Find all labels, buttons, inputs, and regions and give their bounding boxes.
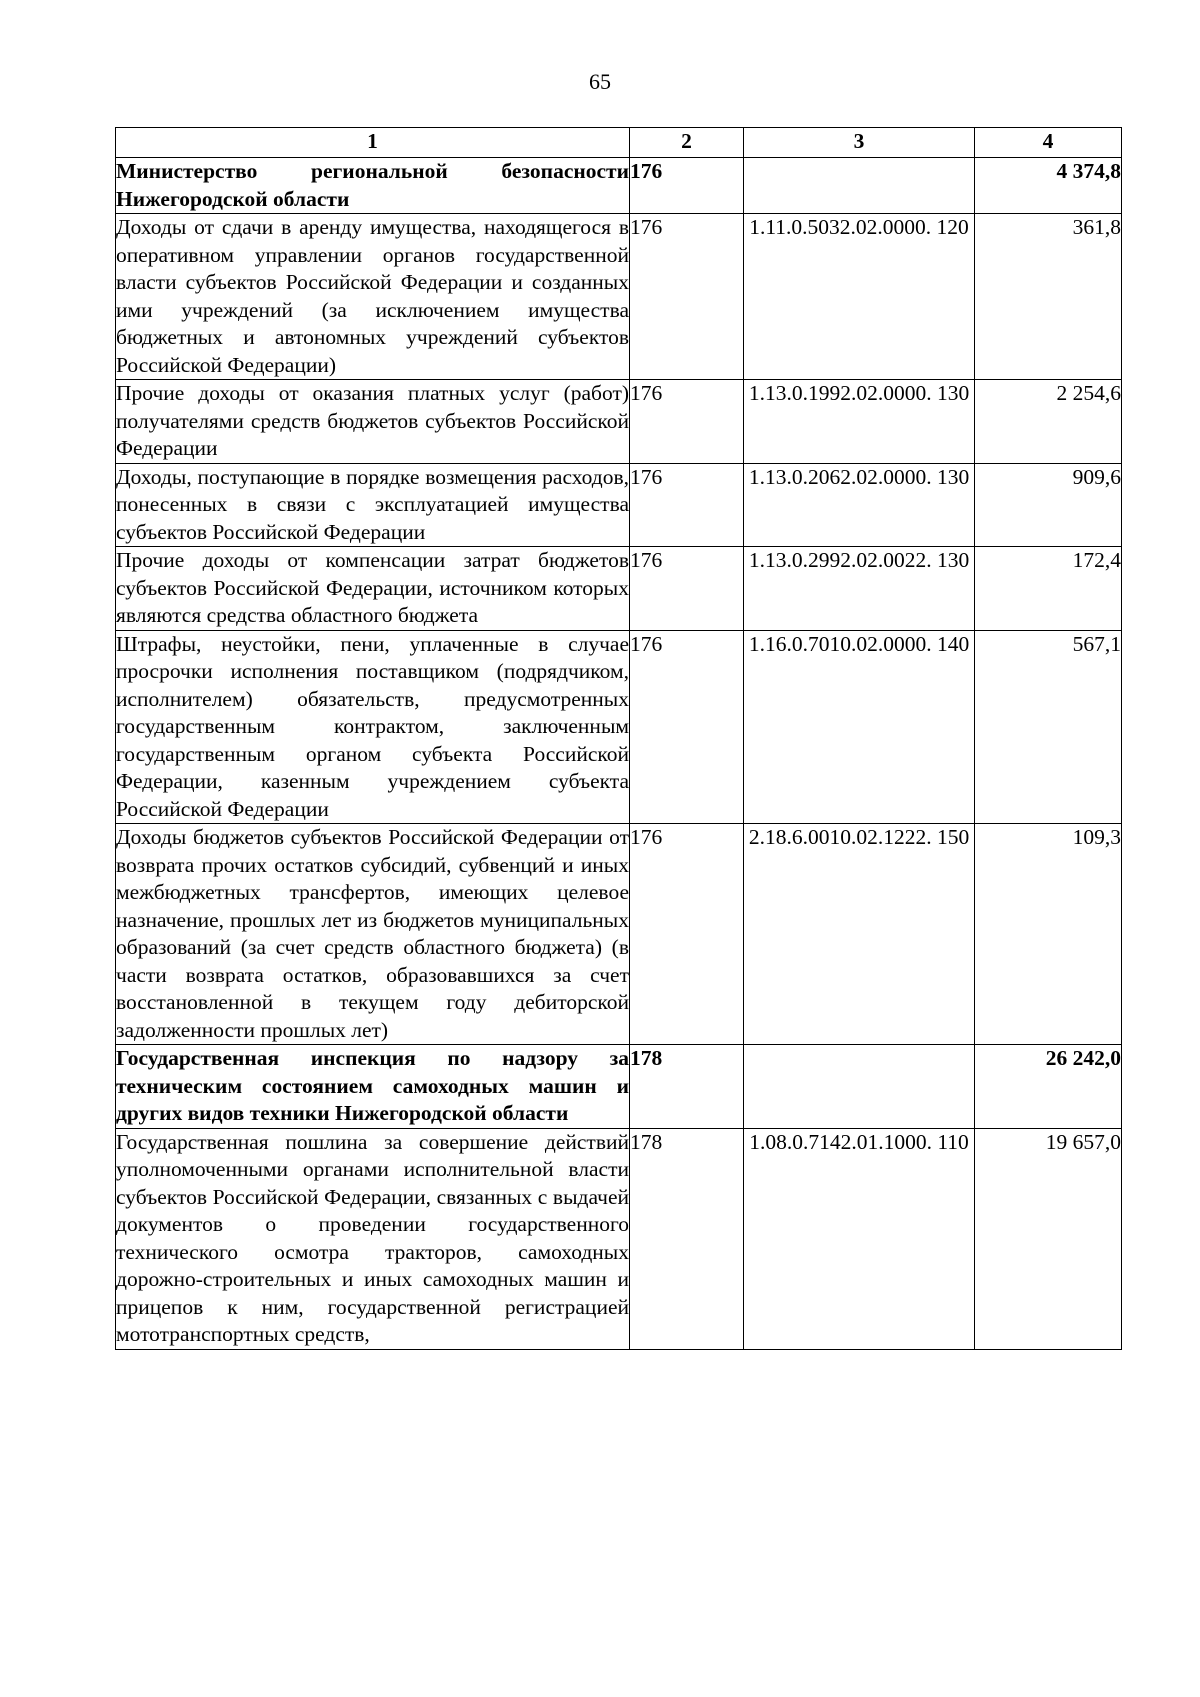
row-revenue-code: [744, 158, 975, 214]
row-revenue-code: 2.18.6.0010.02.1222. 150: [744, 824, 975, 1045]
table-row: [116, 824, 1122, 1045]
table-row: [116, 1128, 1122, 1349]
row-name: Штрафы, неустойки, пени, уплаченные в случае просрочки исполнения поставщиком (подрядчиком, исполнителем) обязательств, предусмотренных государственным контрактом, заключенным государственным органом субъекта Российской Федерации, казенным учреждением субъекта Российской Федерации: [116, 630, 630, 824]
table-row-organization: [116, 158, 1122, 214]
table-header-row: [116, 128, 1122, 158]
row-admin-code: 176: [630, 380, 744, 464]
row-name: Прочие доходы от компенсации затрат бюджетов субъектов Российской Федерации, источником которых являются средства областного бюджета: [116, 547, 630, 631]
row-amount: 19 657,0: [975, 1128, 1122, 1349]
revenue-table: [115, 127, 1122, 1350]
row-amount: 26 242,0: [975, 1045, 1122, 1129]
row-admin-code: 176: [630, 547, 744, 631]
row-name: Министерство региональной безопасности Нижегородской области: [116, 158, 630, 214]
table-row: [116, 380, 1122, 464]
row-revenue-code: 1.13.0.2992.02.0022. 130: [744, 547, 975, 631]
row-amount: 909,6: [975, 463, 1122, 547]
table-row: [116, 214, 1122, 380]
row-amount: 109,3: [975, 824, 1122, 1045]
row-revenue-code: 1.13.0.2062.02.0000. 130: [744, 463, 975, 547]
row-admin-code: 176: [630, 158, 744, 214]
row-amount: 567,1: [975, 630, 1122, 824]
row-amount: 2 254,6: [975, 380, 1122, 464]
column-header-2: 2: [630, 128, 744, 158]
row-name: Доходы бюджетов субъектов Российской Федерации от возврата прочих остатков субсидий, субвенций и иных межбюджетных трансфертов, имеющих целевое назначение, прошлых лет из бюджетов муниципальных образований (за счет средств областного бюджета) (в части возврата остатков, образовавшихся за счет восстановленной в текущем году дебиторской задолженности прошлых лет): [116, 824, 630, 1045]
column-header-3: 3: [744, 128, 975, 158]
row-revenue-code: 1.13.0.1992.02.0000. 130: [744, 380, 975, 464]
row-revenue-code: [744, 1045, 975, 1129]
row-admin-code: 178: [630, 1045, 744, 1129]
row-revenue-code: 1.11.0.5032.02.0000. 120: [744, 214, 975, 380]
row-revenue-code: 1.08.0.7142.01.1000. 110: [744, 1128, 975, 1349]
row-admin-code: 176: [630, 214, 744, 380]
table-row-organization: [116, 1045, 1122, 1129]
row-name: Доходы, поступающие в порядке возмещения расходов, понесенных в связи с эксплуатацией имущества субъектов Российской Федерации: [116, 463, 630, 547]
row-admin-code: 176: [630, 630, 744, 824]
table-row: [116, 547, 1122, 631]
column-header-1: 1: [116, 128, 630, 158]
row-name: Доходы от сдачи в аренду имущества, находящегося в оперативном управлении органов государственной власти субъектов Российской Федерации и созданных ими учреждений (за исключением имущества бюджетных и автономных учреждений субъектов Российской Федерации): [116, 214, 630, 380]
row-name: Прочие доходы от оказания платных услуг (работ) получателями средств бюджетов субъектов Российской Федерации: [116, 380, 630, 464]
row-admin-code: 178: [630, 1128, 744, 1349]
column-header-4: 4: [975, 128, 1122, 158]
row-revenue-code: 1.16.0.7010.02.0000. 140: [744, 630, 975, 824]
row-name: Государственная инспекция по надзору за техническим состоянием самоходных машин и других видов техники Нижегородской области: [116, 1045, 630, 1129]
row-amount: 361,8: [975, 214, 1122, 380]
row-admin-code: 176: [630, 463, 744, 547]
row-name: Государственная пошлина за совершение действий уполномоченными органами исполнительной власти субъектов Российской Федерации, связанных с выдачей документов о проведении государственного технического осмотра тракторов, самоходных дорожно-строительных и иных самоходных машин и прицепов к ним, государственной регистрацией мототранспортных средств,: [116, 1128, 630, 1349]
row-amount: 4 374,8: [975, 158, 1122, 214]
row-admin-code: 176: [630, 824, 744, 1045]
table-row: [116, 463, 1122, 547]
page-number: 65: [589, 69, 611, 94]
table-row: [116, 630, 1122, 824]
row-amount: 172,4: [975, 547, 1122, 631]
